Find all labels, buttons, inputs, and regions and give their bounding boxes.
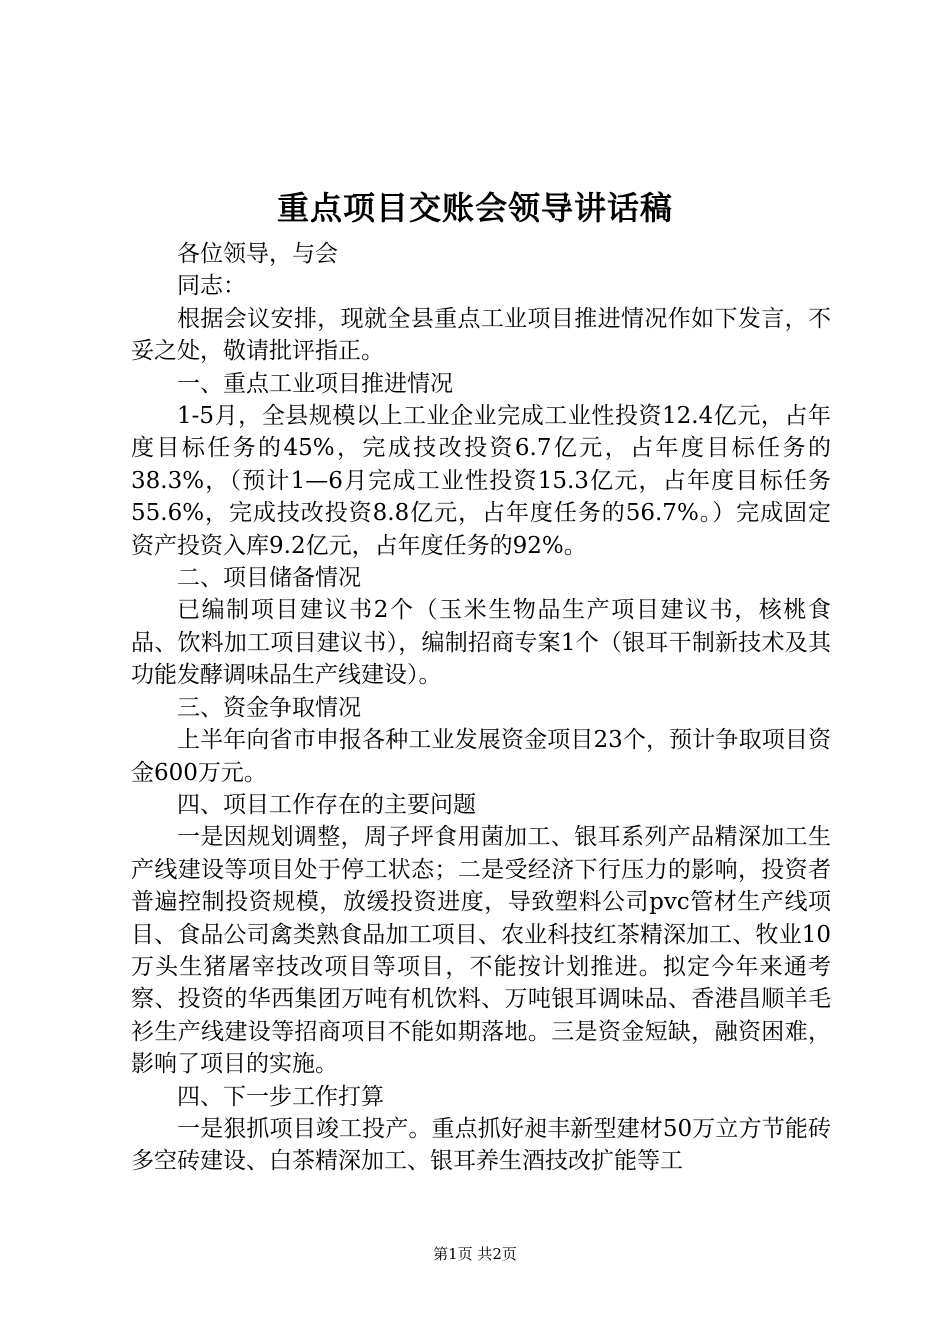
paragraph-reserve: 已编制项目建议书2个（玉米生物品生产项目建议书，核桃食品、饮料加工项目建议书），编制招商专案1个（银耳干制新技术及其功能发酵调味品生产线建设）。 — [131, 597, 831, 689]
section-heading-4: 四、项目工作存在的主要问题 — [177, 791, 476, 818]
document-title: 重点项目交账会领导讲话稿 — [276, 189, 673, 227]
paragraph-intro: 根据会议安排，现就全县重点工业项目推进情况作如下发言，不妥之处，敬请批评指正。 — [131, 305, 831, 365]
section-heading-5: 四、下一步工作打算 — [177, 1083, 384, 1110]
paragraph-problems: 一是因规划调整，周子坪食用菌加工、银耳系列产品精深加工生产线建设等项目处于停工状态；二是受经济下行压力的影响，投资者普遍控制投资规模，放缓投资进度，导致塑料公司pvc管材生产线项目、食品公司禽类熟食品加工项目、农业科技红茶精深加工、牧业10万头生猪屠宰技改项目等项目，不能按计划推进。拟定今年来通考察、投资的华西集团万吨有机饮料、万吨银耳调味品、香港昌顺羊毛衫生产线建设等招商项目不能如期落地。三是资金短缺，融资困难，影响了项目的实施。 — [131, 824, 831, 1078]
paragraph-salutation-cont: 同志： — [177, 273, 246, 300]
page-footer: 第1页 共2页 — [433, 1245, 517, 1263]
section-heading-3: 三、资金争取情况 — [177, 694, 361, 721]
paragraph-funding: 上半年向省市申报各种工业发展资金项目23个，预计争取项目资金600万元。 — [131, 727, 831, 786]
paragraph-salutation: 各位领导，与会 — [177, 241, 338, 267]
section-heading-1: 一、重点工业项目推进情况 — [177, 370, 453, 397]
section-heading-2: 二、项目储备情况 — [177, 565, 361, 592]
paragraph-investment: 1-5月，全县规模以上工业企业完成工业性投资12.4亿元，占年度目标任务的45%，完成技改投资6.7亿元，占年度目标任务的38.3%，（预计1—6月完成工业性投资15.3亿元，占年度目标任务55.6%，完成技改投资8.8亿元，占年度任务的56.7%。）完成固定资产投资入库9.2亿元，占年度任务的92%。 — [131, 403, 831, 559]
paragraph-next-steps: 一是狠抓项目竣工投产。重点抓好昶丰新型建材50万立方节能砖多空砖建设、白茶精深加工、银耳养生酒技改扩能等工 — [131, 1115, 831, 1175]
document-body — [131, 238, 831, 1178]
